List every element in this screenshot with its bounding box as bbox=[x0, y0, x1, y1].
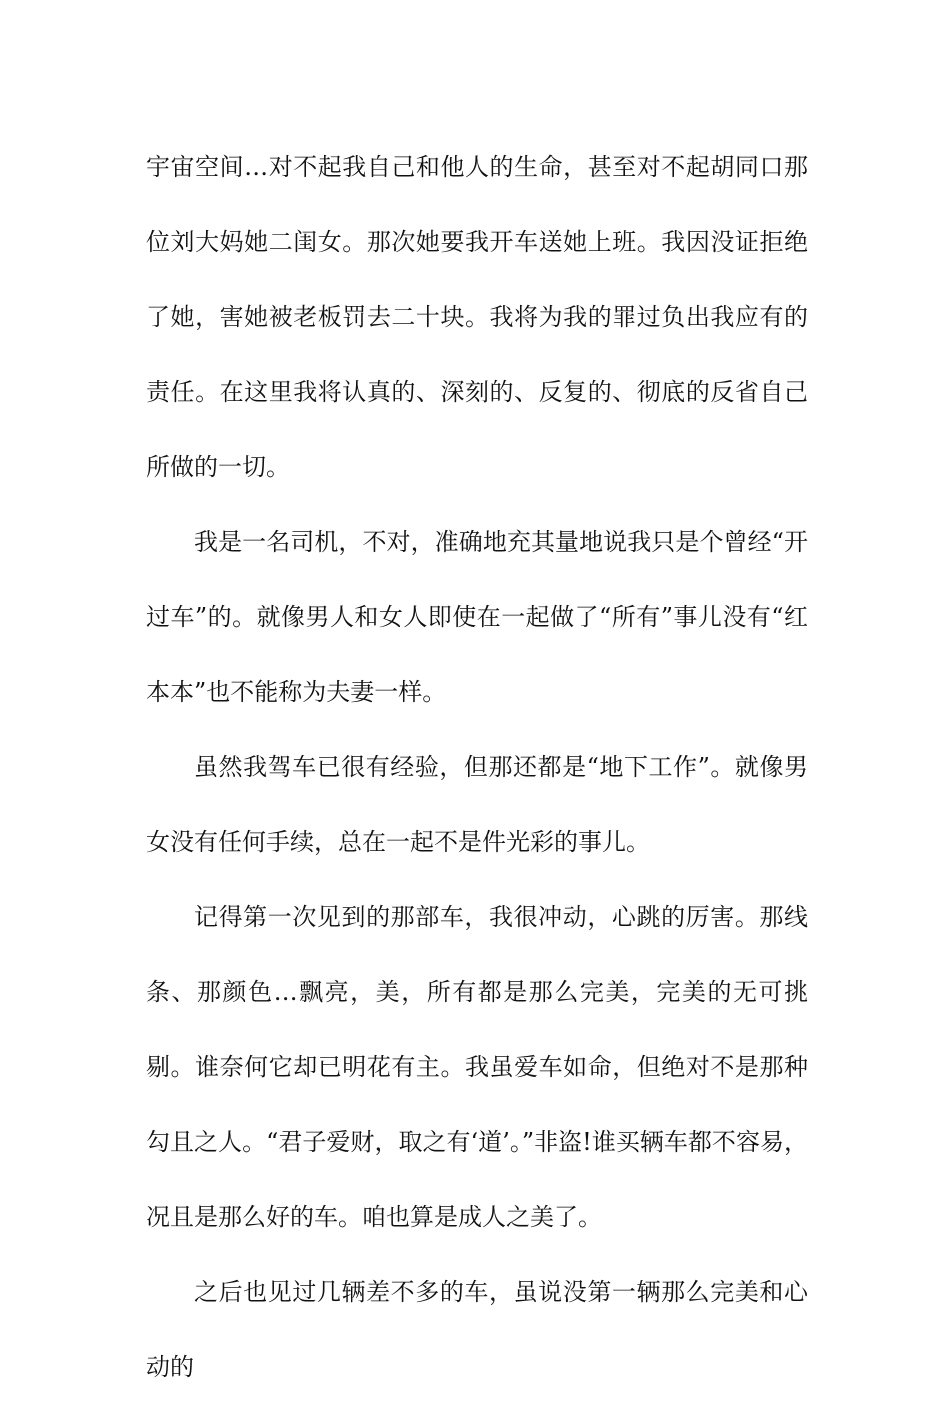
paragraph-3: 虽然我驾车已很有经验，但那还都是“地下工作”。就像男女没有任何手续，总在一起不是件光彩的事儿。 bbox=[146, 753, 808, 856]
paragraph-2: 我是一名司机，不对，准确地充其量地说我只是个曾经“开过车”的。就像男人和女人即使在一起做了“所有”事儿没有“红本本”也不能称为夫妻一样。 bbox=[146, 528, 808, 706]
paragraph-1: 宇宙空间…对不起我自己和他人的生命，甚至对不起胡同口那位刘大妈她二闺女。那次她要我开车送她上班。我因没证拒绝了她，害她被老板罚去二十块。我将为我的罪过负出我应有的责任。在这里我将认真的、深刻的、反复的、彻底的反省自己所做的一切。 bbox=[146, 153, 808, 481]
paragraph-5: 之后也见过几辆差不多的车，虽说没第一辆那么完美和心动的 bbox=[146, 1278, 808, 1381]
document-body bbox=[146, 130, 808, 1405]
paragraph-4: 记得第一次见到的那部车，我很冲动，心跳的厉害。那线条、那颜色…飘亮，美，所有都是那么完美，完美的无可挑剔。谁奈何它却已明花有主。我虽爱车如命，但绝对不是那种勾且之人。“君子爱财，取之有‘道’。”非盗!谁买辆车都不容易，况且是那么好的车。咱也算是成人之美了。 bbox=[146, 903, 808, 1231]
